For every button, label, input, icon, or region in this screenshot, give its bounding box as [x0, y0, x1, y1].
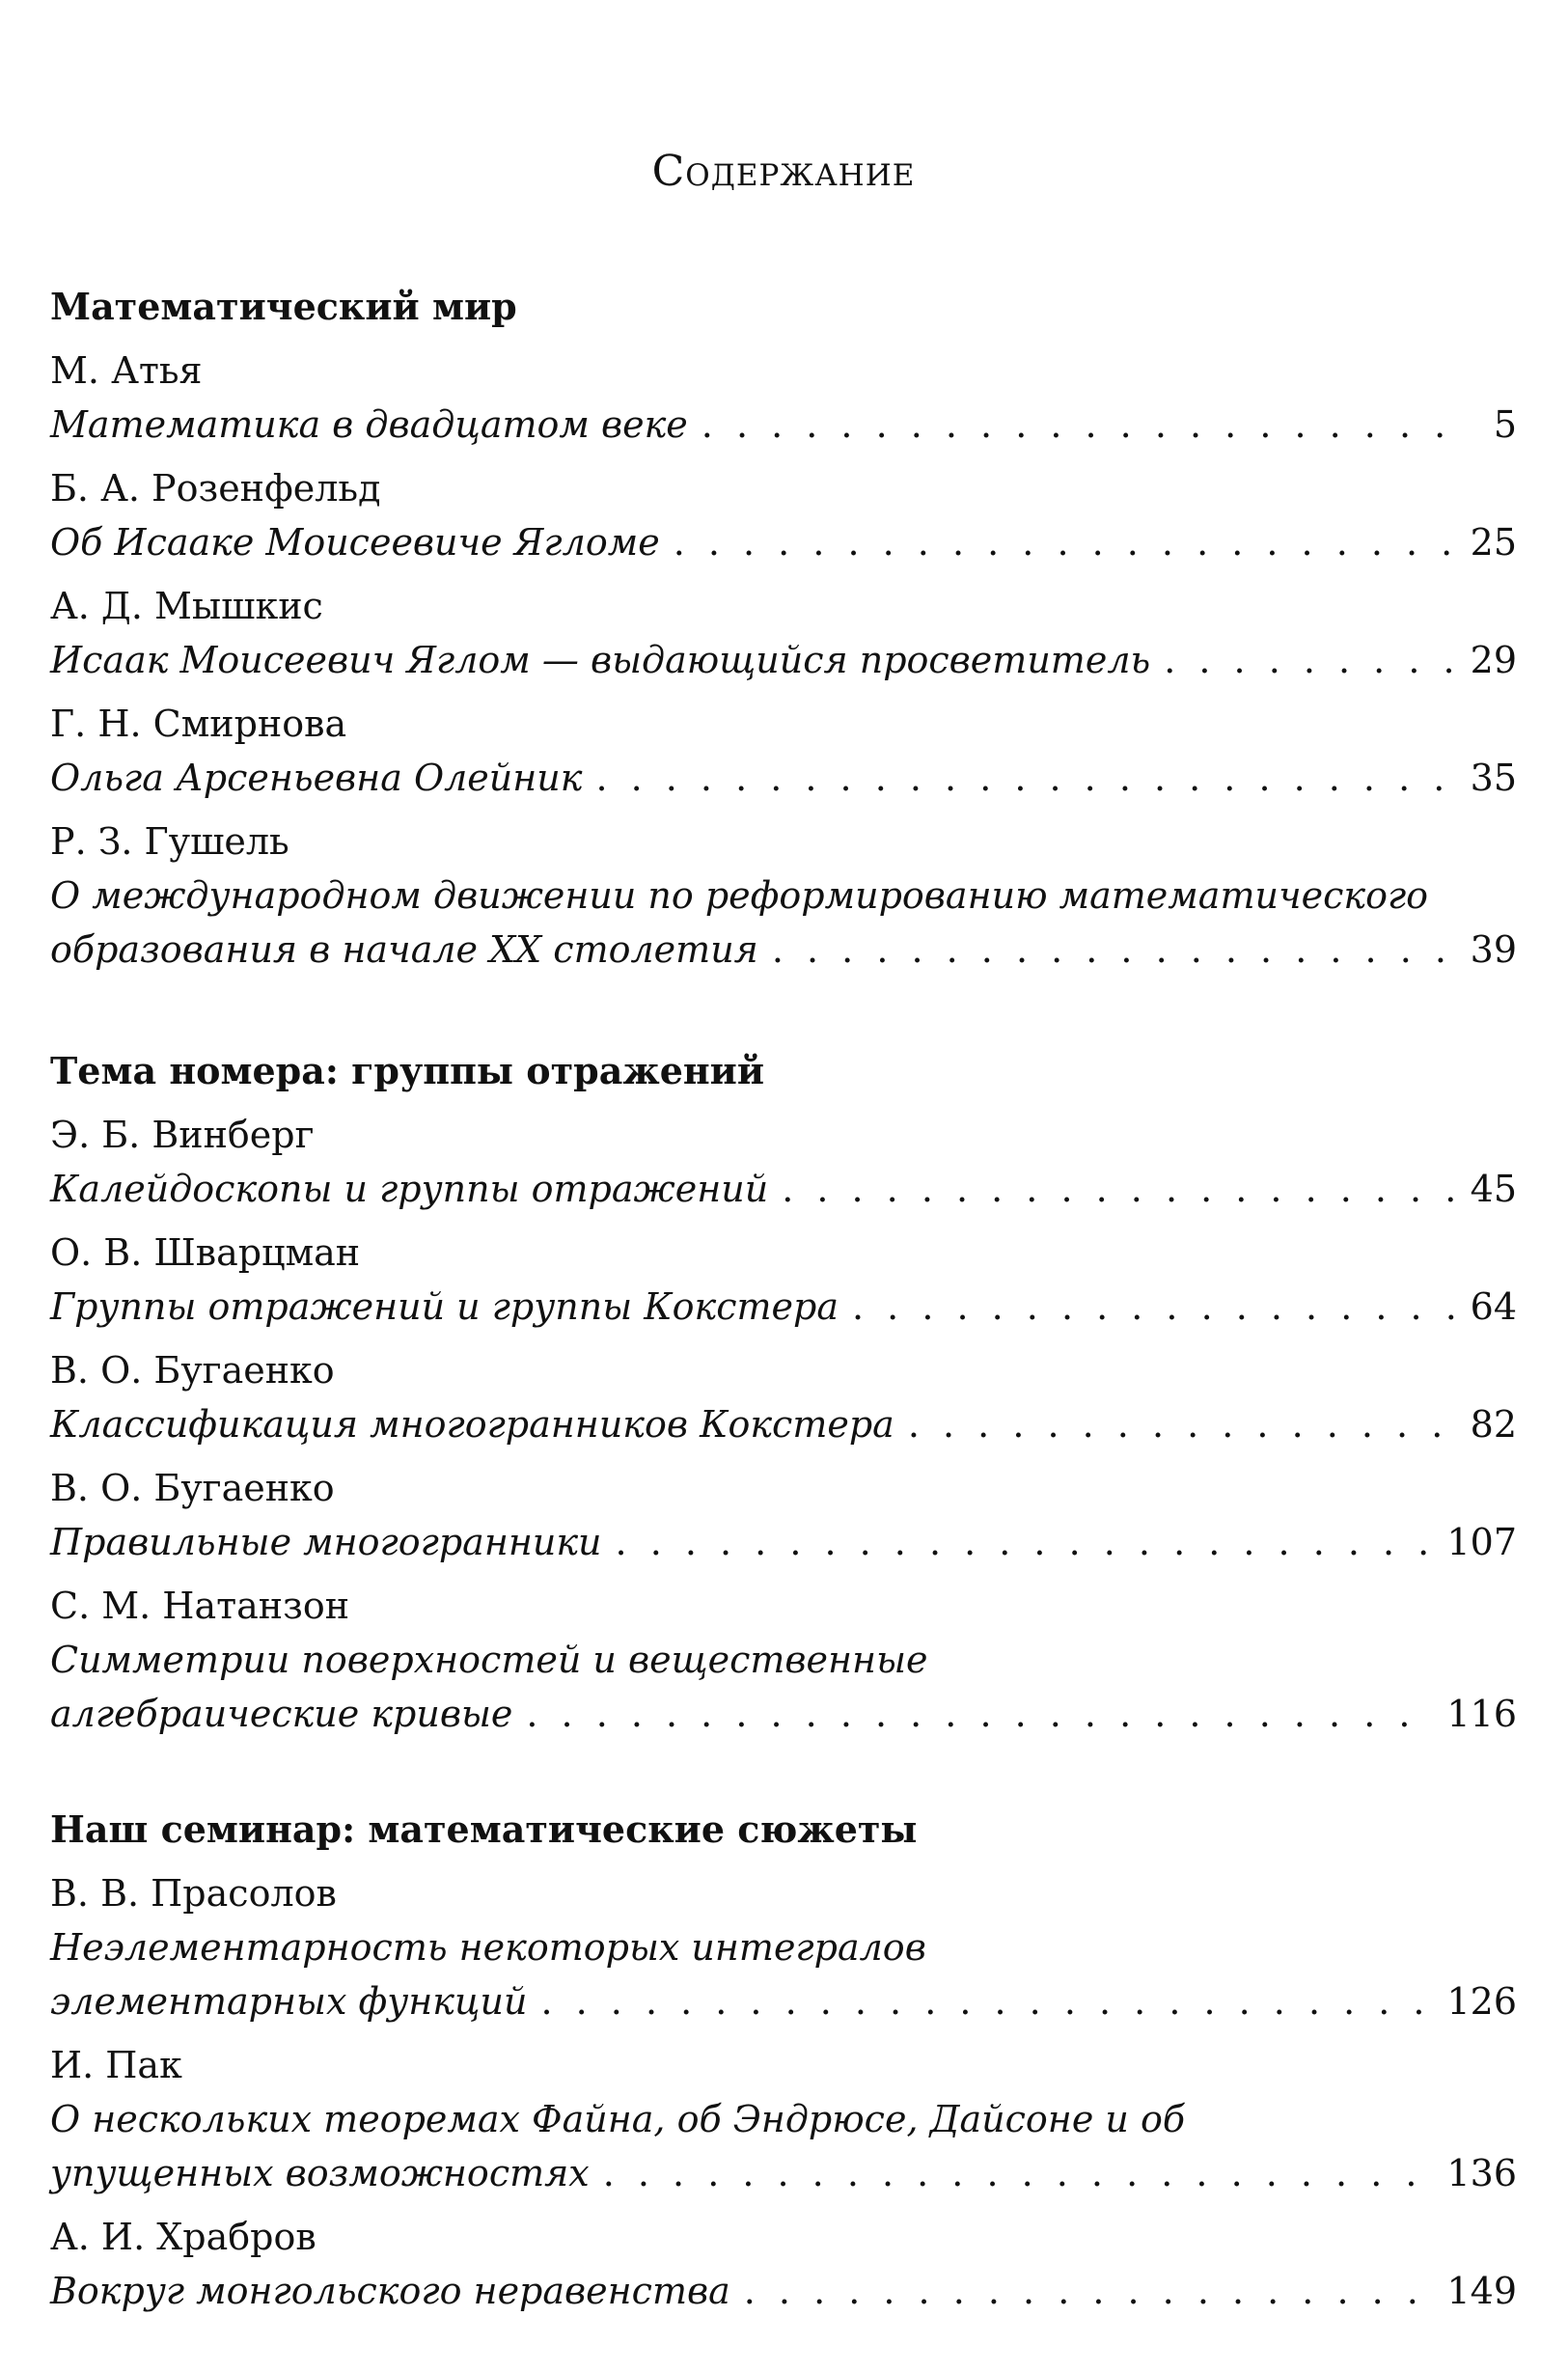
entry-title: Математика в двадцатом веке [50, 403, 688, 446]
entry-title-row [50, 398, 1517, 452]
toc-entry[interactable] [50, 2038, 1517, 2200]
dot-leader [908, 1397, 1457, 1451]
toc-entry[interactable] [50, 461, 1517, 569]
toc-entry[interactable] [50, 697, 1517, 805]
toc-entry[interactable] [50, 814, 1517, 977]
entry-title: Исаак Моисеевич Яглом — выдающийся просветитель [50, 639, 1151, 681]
entry-author: А. И. Храбров [50, 2216, 316, 2258]
entry-page-number: 107 [1446, 1521, 1517, 1563]
section-mathematical-world [50, 280, 1517, 977]
entry-author: С. М. Натанзон [50, 1585, 350, 1627]
entry-title: образования в начале XX столетия [50, 928, 758, 971]
entry-author: Э. Б. Винберг [50, 1114, 315, 1156]
entry-page-number: 149 [1446, 2270, 1517, 2312]
dot-leader [526, 1687, 1433, 1741]
entry-title-row [50, 1162, 1517, 1216]
entry-page-number: 39 [1470, 928, 1517, 971]
entry-author: О. В. Шварцман [50, 1231, 361, 1274]
toc-entry[interactable] [50, 344, 1517, 452]
entry-title-row [50, 2264, 1517, 2318]
entry-title: Ольга Арсеньевна Олейник [50, 757, 583, 799]
entry-title-row [50, 2146, 1517, 2200]
entry-title-row [50, 515, 1517, 569]
entry-author: Р. З. Гушель [50, 820, 289, 863]
entry-title-row [50, 1280, 1517, 1334]
entry-title-row [50, 1397, 1517, 1451]
toc-entry[interactable] [50, 1461, 1517, 1569]
dot-leader [744, 2264, 1434, 2318]
dot-leader [701, 398, 1457, 452]
entry-author: В. О. Бугаенко [50, 1349, 335, 1392]
entry-title-row [50, 633, 1517, 687]
toc-entry[interactable] [50, 579, 1517, 687]
entry-author: В. В. Прасолов [50, 1872, 337, 1915]
entry-page-number: 45 [1470, 1168, 1517, 1210]
entry-author: А. Д. Мышкис [50, 585, 323, 627]
entry-title: Калейдоскопы и группы отражений [50, 1168, 769, 1210]
entry-page-number: 82 [1470, 1403, 1517, 1446]
entry-title: элементарных функций [50, 1980, 528, 2023]
entry-title: Правильные многогранники [50, 1521, 602, 1563]
entry-author: Б. А. Розенфельд [50, 467, 381, 510]
entry-title-row [50, 1687, 1517, 1741]
entry-author: В. О. Бугаенко [50, 1467, 335, 1509]
dot-leader [616, 1515, 1434, 1569]
dot-leader [852, 1280, 1457, 1334]
dot-leader [603, 2146, 1434, 2200]
entry-title-line: Неэлементарность некоторых интегралов [50, 1926, 926, 1969]
dot-leader [782, 1162, 1456, 1216]
entry-title-line: О международном движении по реформированию математического [50, 874, 1429, 917]
entry-page-number: 64 [1470, 1285, 1517, 1328]
section-title: Наш семинар: математические сюжеты [50, 1807, 918, 1851]
entry-page-number: 25 [1470, 521, 1517, 564]
dot-leader [1164, 633, 1456, 687]
entry-page-number: 126 [1446, 1980, 1517, 2023]
entry-page-number: 136 [1446, 2152, 1517, 2194]
toc-entry[interactable] [50, 1226, 1517, 1334]
entry-title: алгебраические кривые [50, 1693, 513, 1735]
entry-title: Классификация многогранников Кокстера [50, 1403, 894, 1446]
entry-title-row [50, 1515, 1517, 1569]
entry-page-number: 35 [1470, 757, 1517, 799]
entry-title: Об Исааке Моисеевиче Ягломе [50, 521, 660, 564]
entry-title: Вокруг монгольского неравенства [50, 2270, 730, 2312]
dot-leader [595, 751, 1456, 805]
entry-title-line: О нескольких теоремах Файна, об Эндрюсе, Дайсоне и об [50, 2098, 1186, 2140]
section-title: Тема номера: группы отражений [50, 1049, 765, 1092]
toc-entry[interactable] [50, 1343, 1517, 1451]
section-title: Математический мир [50, 285, 517, 328]
entry-author: Г. Н. Смирнова [50, 703, 347, 745]
dot-leader [674, 515, 1457, 569]
toc-entry[interactable] [50, 1108, 1517, 1216]
entry-title: упущенных возможностях [50, 2152, 590, 2194]
entry-title: Группы отражений и группы Кокстера [50, 1285, 839, 1328]
dot-leader [772, 923, 1457, 977]
entry-title-line: Симметрии поверхностей и вещественные [50, 1639, 928, 1681]
entry-page-number: 5 [1493, 403, 1517, 446]
entry-author: М. Атья [50, 349, 203, 392]
entry-page-number: 29 [1470, 639, 1517, 681]
entry-title-row [50, 923, 1517, 977]
toc-entry[interactable] [50, 2210, 1517, 2318]
entry-title-row [50, 751, 1517, 805]
section-our-seminar [50, 1803, 1517, 2318]
entry-page-number: 116 [1446, 1693, 1517, 1735]
entry-author: И. Пак [50, 2044, 182, 2086]
section-reflection-groups [50, 1044, 1517, 1741]
toc-entry[interactable] [50, 1866, 1517, 2028]
page-title: Содержание [651, 147, 916, 196]
dot-leader [540, 1974, 1433, 2028]
toc-entry[interactable] [50, 1579, 1517, 1741]
entry-title-row [50, 1974, 1517, 2028]
